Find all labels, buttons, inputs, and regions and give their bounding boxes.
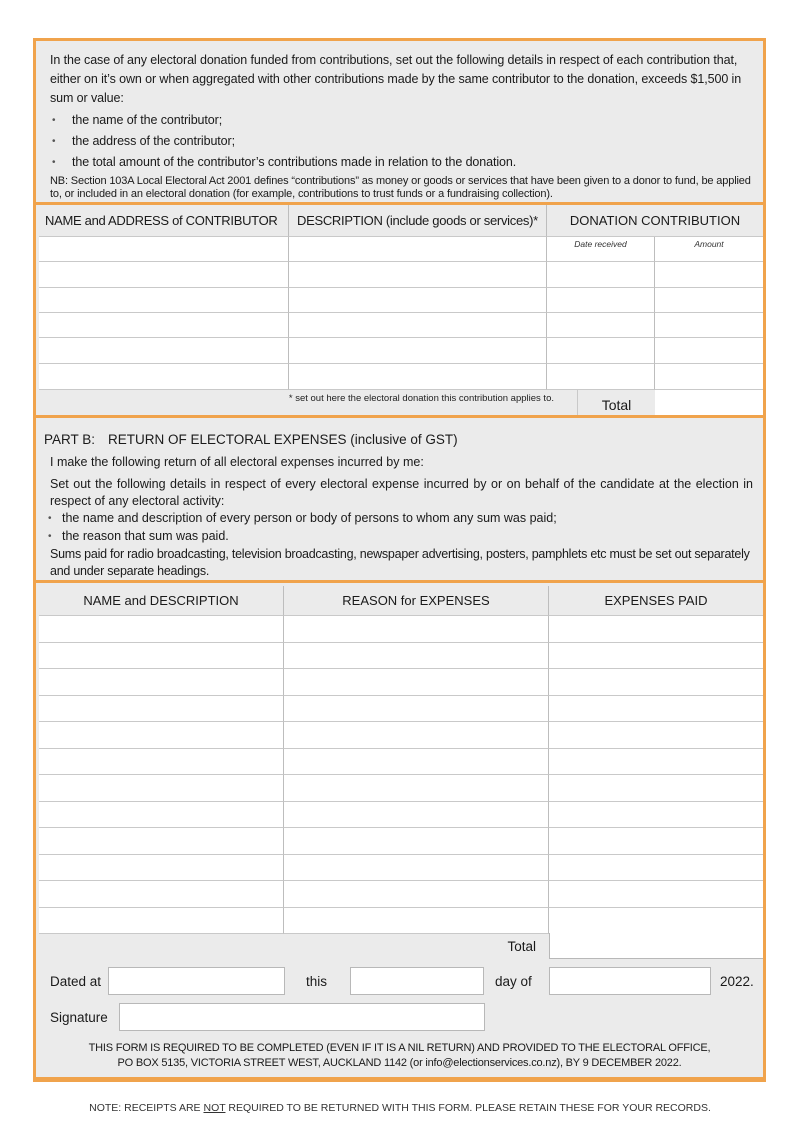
amount-cell[interactable] (655, 364, 763, 390)
contributions-instructions (50, 51, 753, 201)
expense-paid-cell[interactable] (549, 669, 763, 696)
expense-reason-cell[interactable] (284, 908, 549, 935)
date-received-label: Date received (574, 239, 627, 249)
contributor-name-cell[interactable] (39, 313, 289, 338)
expense-reason-cell[interactable] (284, 696, 549, 723)
description-cell[interactable] (289, 237, 547, 262)
expense-reason-cell[interactable] (284, 828, 549, 855)
submission-line-1: THIS FORM IS REQUIRED TO BE COMPLETED (EVEN IF IT IS A NIL RETURN) AND PROVIDED TO THE ELECTORAL OFFICE, (88, 1042, 711, 1054)
expense-reason-cell[interactable] (284, 749, 549, 776)
expense-name-cell[interactable] (39, 908, 284, 935)
part-b-section (44, 431, 753, 580)
contributions-table (39, 205, 760, 415)
date-received-cell[interactable] (547, 288, 655, 313)
section-divider (36, 580, 763, 583)
description-cell[interactable] (289, 338, 547, 364)
expense-name-cell[interactable] (39, 616, 284, 643)
date-received-cell[interactable] (547, 338, 655, 364)
description-cell[interactable] (289, 364, 547, 390)
header-name-address: NAME and ADDRESS of CONTRIBUTOR (39, 205, 289, 237)
date-received-cell[interactable] (547, 262, 655, 288)
header-reason: REASON for EXPENSES (284, 586, 549, 616)
month-field[interactable] (549, 967, 711, 995)
contribution-footnote: * set out here the electoral donation this contribution applies to. (288, 393, 554, 404)
expense-reason-cell[interactable] (284, 855, 549, 882)
form-frame (33, 38, 766, 1082)
expense-reason-cell[interactable] (284, 669, 549, 696)
expense-paid-cell[interactable] (549, 696, 763, 723)
nb-note: NB: Section 103A Local Electoral Act 2001 defines “contributions” as money or goods or services that have been given to a donor to fund, be applied to, or included in an electoral donation (for example, contributions to trust funds or a fundraising collection). (50, 175, 751, 200)
expense-name-cell[interactable] (39, 722, 284, 749)
intro-paragraph: In the case of any electoral donation funded from contributions, set out the following details in respect of each contribution that, either on it’s own or when aggregated with other contributions made by the same contributor to the donation, exceeds $1,500 in sum or value: (50, 53, 742, 105)
expense-name-cell[interactable] (39, 881, 284, 908)
this-label: this (306, 973, 328, 989)
expense-paid-cell[interactable] (549, 828, 763, 855)
bullet-contributor-total: • the total amount of the contributor’s contributions made in relation to the donation. (50, 152, 753, 173)
contributions-total-label: Total (577, 390, 655, 415)
signature-field[interactable] (119, 1003, 485, 1031)
amount-label: Amount (694, 239, 724, 249)
bullet-contributor-name: • the name of the contributor; (50, 110, 753, 131)
header-donation-contribution: DONATION CONTRIBUTION (547, 205, 763, 237)
part-b-instruction: Set out the following details in respect of every electoral expense incurred by or on behalf of the candidate at the election in respect of any electoral activity: (50, 477, 753, 508)
header-name-description: NAME and DESCRIPTION (39, 586, 284, 616)
expense-name-cell[interactable] (39, 696, 284, 723)
expense-reason-cell[interactable] (284, 616, 549, 643)
description-cell[interactable] (289, 288, 547, 313)
date-received-cell[interactable] (547, 237, 655, 262)
expense-name-cell[interactable] (39, 802, 284, 829)
header-description: DESCRIPTION (include goods or services)* (289, 205, 547, 237)
bullet-contributor-address: • the address of the contributor; (50, 131, 753, 152)
expense-paid-cell[interactable] (549, 881, 763, 908)
part-b-intro: I make the following return of all electoral expenses incurred by me: (50, 455, 424, 469)
amount-cell[interactable] (655, 338, 763, 364)
expense-reason-cell[interactable] (284, 881, 549, 908)
bullet-payee-name: • the name and description of every person or body of persons to whom any sum was paid; (44, 510, 753, 527)
contributions-total-field[interactable] (655, 390, 763, 415)
expense-paid-cell[interactable] (549, 775, 763, 802)
expense-paid-cell[interactable] (549, 908, 763, 935)
date-received-cell[interactable] (547, 364, 655, 390)
dated-at-field[interactable] (108, 967, 285, 995)
intro-bullet-list (50, 110, 753, 173)
receipts-note-text-end: REQUIRED TO BE RETURNED WITH THIS FORM. PLEASE RETAIN THESE FOR YOUR RECORDS. (225, 1102, 711, 1114)
expense-paid-cell[interactable] (549, 855, 763, 882)
part-b-label: PART B: (44, 432, 96, 447)
section-divider (36, 415, 763, 418)
contributor-name-cell[interactable] (39, 288, 289, 313)
expense-name-cell[interactable] (39, 775, 284, 802)
contributor-name-cell[interactable] (39, 262, 289, 288)
date-received-cell[interactable] (547, 313, 655, 338)
expense-name-cell[interactable] (39, 669, 284, 696)
expense-reason-cell[interactable] (284, 643, 549, 670)
amount-cell[interactable] (655, 313, 763, 338)
expense-paid-cell[interactable] (549, 802, 763, 829)
description-cell[interactable] (289, 313, 547, 338)
receipts-note-text: NOTE: RECEIPTS ARE (89, 1102, 204, 1114)
signature-label: Signature (50, 1009, 108, 1025)
expense-paid-cell[interactable] (549, 643, 763, 670)
contributor-name-cell[interactable] (39, 364, 289, 390)
part-b-title: RETURN OF ELECTORAL EXPENSES (inclusive of GST) (108, 432, 458, 447)
description-cell[interactable] (289, 262, 547, 288)
expenses-total-field[interactable] (549, 933, 763, 959)
amount-cell[interactable] (655, 288, 763, 313)
day-field[interactable] (350, 967, 484, 995)
expense-name-cell[interactable] (39, 749, 284, 776)
expense-paid-cell[interactable] (549, 722, 763, 749)
contributor-name-cell[interactable] (39, 338, 289, 364)
year-label: 2022. (720, 973, 754, 989)
submission-instructions (36, 1041, 763, 1071)
day-of-label: day of (495, 973, 532, 989)
expense-reason-cell[interactable] (284, 722, 549, 749)
expense-name-cell[interactable] (39, 855, 284, 882)
contributor-name-cell[interactable] (39, 237, 289, 262)
amount-cell[interactable] (655, 237, 763, 262)
expense-name-cell[interactable] (39, 828, 284, 855)
expense-paid-cell[interactable] (549, 749, 763, 776)
expense-reason-cell[interactable] (284, 802, 549, 829)
expense-paid-cell[interactable] (549, 616, 763, 643)
amount-cell[interactable] (655, 262, 763, 288)
expense-reason-cell[interactable] (284, 775, 549, 802)
header-expenses-paid: EXPENSES PAID (549, 586, 763, 616)
submission-line-2: PO BOX 5135, VICTORIA STREET WEST, AUCKLAND 1142 (or info@electionservices.co.nz), BY 9 DECEMBER 2022. (117, 1057, 682, 1069)
receipts-note (0, 1102, 800, 1114)
receipts-note-emphasis: NOT (203, 1102, 226, 1114)
part-b-separate-headings-note: Sums paid for radio broadcasting, television broadcasting, newspaper advertising, posters, pamphlets etc must be set out separately and under separate headings. (50, 547, 750, 578)
bullet-payment-reason: • the reason that sum was paid. (44, 528, 753, 545)
expenses-total-label: Total (507, 938, 536, 954)
part-b-bullet-list (44, 510, 753, 545)
expense-name-cell[interactable] (39, 643, 284, 670)
part-b-heading (44, 431, 753, 448)
dated-at-label: Dated at (50, 973, 102, 989)
